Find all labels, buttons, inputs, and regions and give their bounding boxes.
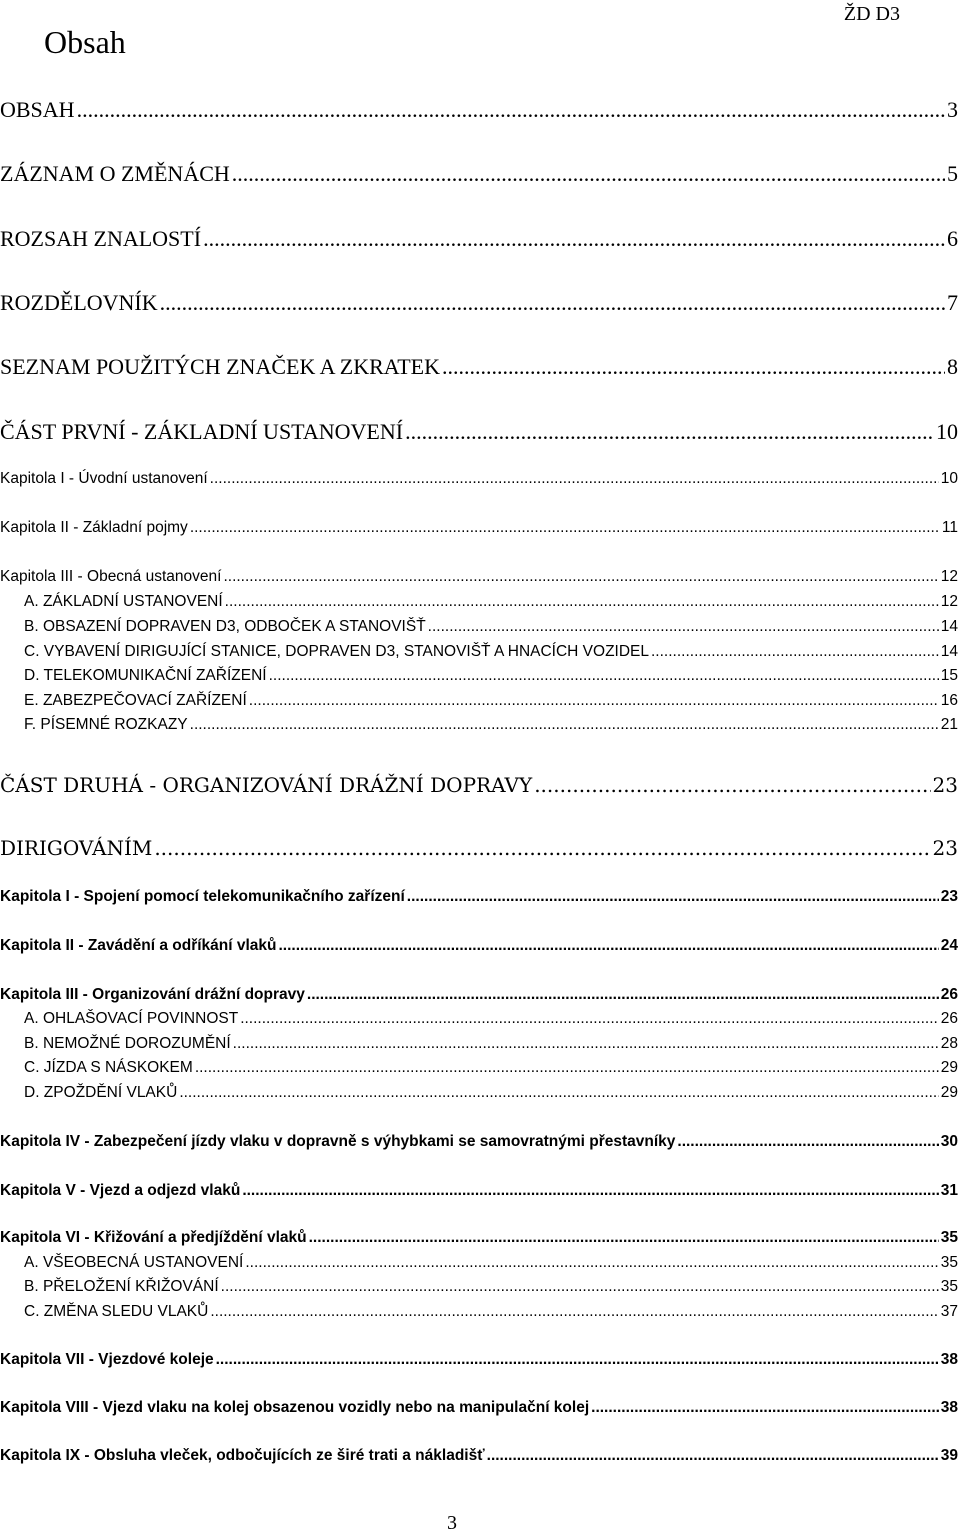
leader-dots (190, 716, 939, 734)
toc-entry-label: Kapitola VIII - Vjezd vlaku na kolej obsazenou vozidly nebo na manipulační kolej (0, 1399, 590, 1416)
toc-entry-page: 10 (940, 470, 958, 487)
toc-entry-label: DIRIGOVÁNÍM (0, 836, 153, 860)
toc-entry-page: 26 (940, 1010, 958, 1027)
toc-entry-page: 35 (940, 1229, 958, 1246)
toc-entry-page: 28 (940, 1035, 958, 1052)
toc-entry-label: Kapitola I - Úvodní ustanovení (0, 470, 208, 487)
toc-entry-seznam-znacek[interactable] (0, 354, 958, 380)
leader-dots (428, 618, 939, 636)
toc-entry-label: Kapitola VII - Vjezdové koleje (0, 1351, 214, 1368)
toc-entry-page: 12 (940, 568, 958, 585)
toc-entry-page: 29 (940, 1084, 958, 1101)
toc-entry-d-kapitola-ii[interactable] (0, 937, 958, 955)
toc-entry-label: ROZSAH ZNALOSTÍ (0, 226, 202, 251)
leader-dots (221, 1278, 939, 1296)
toc-entry-d-kapitola-v[interactable] (0, 1182, 958, 1200)
toc-entry-rozsah-znalosti[interactable] (0, 226, 958, 252)
leader-dots (249, 692, 939, 710)
toc-entry-page: 29 (940, 1059, 958, 1076)
toc-entry-label: B. OBSAZENÍ DOPRAVEN D3, ODBOČEK A STANOVIŠŤ (24, 618, 426, 635)
leader-dots (677, 1133, 938, 1151)
toc-entry-label: C. VYBAVENÍ DIRIGUJÍCÍ STANICE, DOPRAVEN D3, STANOVIŠŤ A HNACÍCH VOZIDEL (24, 643, 649, 660)
toc-entry-label: Kapitola IX - Obsluha vleček, odbočujících ze širé trati a nákladišť (0, 1447, 485, 1464)
toc-entry-page: 23 (940, 888, 958, 905)
leader-dots (442, 354, 945, 380)
leader-dots (210, 470, 939, 488)
leader-dots (154, 836, 930, 860)
toc-entry-page: 38 (940, 1351, 958, 1368)
toc-entry-d-kapitola-vii[interactable] (0, 1351, 958, 1369)
toc-entry-rozdelovnik[interactable] (0, 290, 958, 316)
toc-entry-d-kapitola-iii[interactable] (0, 986, 958, 1004)
toc-entry-label: Kapitola V - Vjezd a odjezd vlaků (0, 1182, 241, 1199)
toc-entry-page: 5 (947, 161, 958, 186)
toc-entry-label: A. VŠEOBECNÁ USTANOVENÍ (24, 1254, 244, 1271)
leader-dots (190, 519, 940, 537)
toc-entry-kapitola-ii[interactable] (0, 519, 958, 537)
toc-entry-label: ČÁST DRUHÁ - ORGANIZOVÁNÍ DRÁŽNÍ DOPRAVY (0, 773, 533, 797)
toc-entry-page: 15 (940, 667, 958, 684)
toc-entry-page: 21 (940, 716, 958, 733)
leader-dots (242, 1182, 938, 1200)
toc-entry-page: 24 (940, 937, 958, 954)
toc-entry-label: Kapitola III - Organizování drážní dopravy (0, 986, 305, 1003)
toc-entry-page: 23 (932, 836, 958, 860)
toc-entry-label: B. PŘELOŽENÍ KŘIŽOVÁNÍ (24, 1278, 219, 1295)
leader-dots (232, 161, 945, 187)
leader-dots (651, 643, 939, 661)
toc-entry-page: 31 (940, 1182, 958, 1199)
toc-entry-page: 3 (947, 97, 958, 122)
toc-entry-b-nemozne[interactable] (0, 1035, 958, 1053)
leader-dots (240, 1010, 939, 1028)
toc-entry-label: Kapitola III - Obecná ustanovení (0, 568, 222, 585)
toc-entry-page: 23 (932, 773, 958, 797)
leader-dots (225, 593, 939, 611)
leader-dots (233, 1035, 939, 1053)
toc-entry-page: 6 (947, 226, 958, 251)
toc-entry-b-prelozeni[interactable] (0, 1278, 958, 1296)
toc-entry-f-pisemne[interactable] (0, 716, 958, 734)
toc-entry-d-kapitola-i[interactable] (0, 888, 958, 906)
toc-entry-e-zabezpecovaci[interactable] (0, 692, 958, 710)
leader-dots (203, 226, 945, 252)
toc-entry-c-vybaveni[interactable] (0, 643, 958, 661)
toc-entry-label: Kapitola I - Spojení pomocí telekomunikačního zařízení (0, 888, 405, 905)
toc-entry-d-kapitola-viii[interactable] (0, 1399, 958, 1417)
leader-dots (405, 419, 934, 445)
leader-dots (77, 97, 945, 123)
toc-entry-label: ROZDĚLOVNÍK (0, 290, 158, 315)
toc-entry-page: 26 (940, 986, 958, 1003)
leader-dots (179, 1084, 938, 1102)
toc-entry-page: 14 (940, 643, 958, 660)
toc-entry-label: Kapitola VI - Křižování a předjíždění vlaků (0, 1229, 307, 1246)
toc-entry-label: A. ZÁKLADNÍ USTANOVENÍ (24, 593, 223, 610)
toc-entry-a-zakladni[interactable] (0, 593, 958, 611)
leader-dots (210, 1303, 938, 1321)
toc-entry-kapitola-iii[interactable] (0, 568, 958, 586)
toc-entry-obsah[interactable] (0, 97, 958, 123)
leader-dots (269, 667, 939, 685)
toc-entry-page: 14 (940, 618, 958, 635)
toc-entry-a-ohlasovaci[interactable] (0, 1010, 958, 1028)
toc-entry-a-vseobecna[interactable] (0, 1254, 958, 1272)
leader-dots (407, 888, 939, 906)
toc-entry-label: F. PÍSEMNÉ ROZKAZY (24, 716, 188, 733)
toc-entry-d-zpozdeni[interactable] (0, 1084, 958, 1102)
toc-entry-label: Kapitola IV - Zabezpečení jízdy vlaku v dopravně s výhybkami se samovratnými přestavníky (0, 1133, 676, 1150)
toc-entry-label: ČÁST PRVNÍ - ZÁKLADNÍ USTANOVENÍ (0, 419, 404, 444)
leader-dots (245, 1254, 938, 1272)
toc-entry-label: C. JÍZDA S NÁSKOKEM (24, 1059, 193, 1076)
toc-entry-d-telekomunikacni[interactable] (0, 667, 958, 685)
toc-entry-zaznam-o-zmenach[interactable] (0, 161, 958, 187)
toc-entry-cast-prvni[interactable] (0, 419, 958, 445)
toc-entry-c-jizda[interactable] (0, 1059, 958, 1077)
toc-entry-kapitola-i[interactable] (0, 470, 958, 488)
toc-entry-label: E. ZABEZPEČOVACÍ ZAŘÍZENÍ (24, 692, 247, 709)
leader-dots (591, 1399, 939, 1417)
toc-entry-page: 30 (940, 1133, 958, 1150)
toc-entry-page: 8 (947, 354, 958, 379)
toc-entry-label: ZÁZNAM O ZMĚNÁCH (0, 161, 230, 186)
leader-dots (160, 290, 945, 316)
toc-entry-d-kapitola-vi[interactable] (0, 1229, 958, 1247)
leader-dots (223, 568, 938, 586)
page-title: Obsah (44, 24, 126, 60)
header-document-code: ŽD D3 (843, 3, 900, 25)
toc-entry-d-kapitola-ix[interactable] (0, 1447, 958, 1465)
toc-entry-label: Kapitola II - Zavádění a odříkání vlaků (0, 937, 277, 954)
toc-entry-c-zmena[interactable] (0, 1303, 958, 1321)
toc-entry-label: SEZNAM POUŽITÝCH ZNAČEK A ZKRATEK (0, 354, 440, 379)
toc-entry-page: 7 (947, 290, 958, 315)
toc-entry-label: Kapitola II - Základní pojmy (0, 519, 188, 536)
toc-entry-page: 10 (936, 419, 958, 444)
toc-entry-page: 35 (940, 1254, 958, 1271)
toc-entry-b-obsazeni[interactable] (0, 618, 958, 636)
toc-entry-label: OBSAH (0, 97, 75, 122)
toc-entry-label: C. ZMĚNA SLEDU VLAKŮ (24, 1303, 209, 1320)
toc-entry-label: D. TELEKOMUNIKAČNÍ ZAŘÍZENÍ (24, 667, 267, 684)
toc-entry-page: 38 (940, 1399, 958, 1416)
toc-entry-label: D. ZPOŽDĚNÍ VLAKŮ (24, 1084, 178, 1101)
toc-entry-page: 12 (940, 593, 958, 610)
toc-entry-dirigovanim[interactable] (0, 836, 958, 860)
toc-entry-label: B. NEMOŽNÉ DOROZUMĚNÍ (24, 1035, 231, 1052)
toc-entry-page: 39 (940, 1447, 958, 1464)
toc-entry-page: 37 (940, 1303, 958, 1320)
leader-dots (309, 1229, 939, 1247)
leader-dots (279, 937, 939, 955)
footer-page-number: 3 (447, 1512, 457, 1534)
leader-dots (216, 1351, 939, 1369)
leader-dots (307, 986, 939, 1004)
toc-entry-d-kapitola-iv[interactable] (0, 1133, 958, 1151)
leader-dots (487, 1447, 939, 1465)
toc-entry-page: 11 (941, 519, 958, 536)
toc-entry-page: 16 (940, 692, 958, 709)
toc-entry-cast-druha[interactable] (0, 773, 958, 797)
leader-dots (534, 773, 930, 797)
toc-entry-page: 35 (940, 1278, 958, 1295)
leader-dots (195, 1059, 939, 1077)
toc-entry-label: A. OHLAŠOVACÍ POVINNOST (24, 1010, 239, 1027)
